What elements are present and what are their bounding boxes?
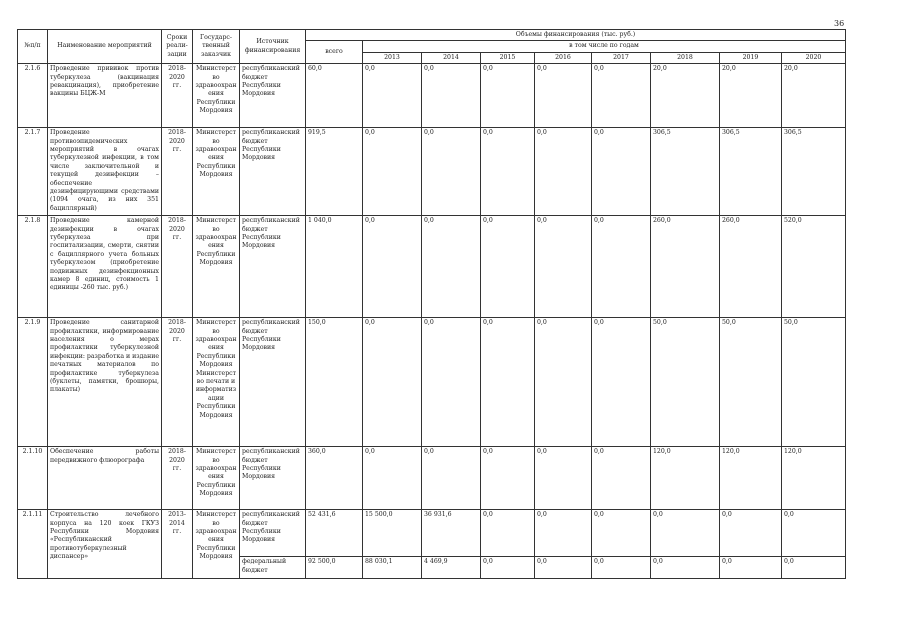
row-period: 2018-2020 гг. xyxy=(162,447,193,510)
row-year-value: 0,0 xyxy=(363,64,422,128)
row-total: 150,0 xyxy=(306,318,363,447)
row-source: республиканский бюджет Республики Мордовия xyxy=(240,447,306,510)
header-year: 2015 xyxy=(481,52,535,63)
row-year-value: 260,0 xyxy=(651,216,720,318)
row-year-value: 0,0 xyxy=(363,216,422,318)
row-year-value: 0,0 xyxy=(363,447,422,510)
row-total: 92 500,0 xyxy=(306,557,363,579)
header-period: Сроки реали-зации xyxy=(162,30,193,64)
row-year-value: 0,0 xyxy=(592,557,651,579)
row-year-value: 0,0 xyxy=(481,128,535,216)
row-year-value: 0,0 xyxy=(481,510,535,557)
row-name: Проведение противоэпидемических мероприятий в очагах туберкулезной инфекции, в том числе заключительной и текущей дезинфекции – обеспечение дезинфицирующими средствами (1094 очага, из них 351 бациллярный) xyxy=(48,128,162,216)
row-num: 2.1.7 xyxy=(18,128,48,216)
row-year-value: 0,0 xyxy=(592,64,651,128)
row-source: республиканский бюджет Республики Мордовия xyxy=(240,510,306,557)
row-year-value: 50,0 xyxy=(651,318,720,447)
row-year-value: 15 500,0 xyxy=(363,510,422,557)
row-total: 919,5 xyxy=(306,128,363,216)
row-year-value: 0,0 xyxy=(422,128,481,216)
row-total: 60,0 xyxy=(306,64,363,128)
row-year-value: 4 469,9 xyxy=(422,557,481,579)
row-year-value: 0,0 xyxy=(592,318,651,447)
row-year-value: 20,0 xyxy=(782,64,846,128)
row-customer: Министерство здравоохранения Республики Мордовия xyxy=(193,128,240,216)
header-num: №п/п xyxy=(18,30,48,64)
row-year-value: 306,5 xyxy=(782,128,846,216)
table-row xyxy=(18,510,846,557)
row-year-value: 120,0 xyxy=(720,447,782,510)
row-customer: Министерство здравоохранения Республики Мордовия xyxy=(193,216,240,318)
row-year-value: 0,0 xyxy=(535,128,592,216)
row-year-value: 20,0 xyxy=(720,64,782,128)
row-year-value: 0,0 xyxy=(481,557,535,579)
row-year-value: 0,0 xyxy=(535,318,592,447)
row-year-value: 0,0 xyxy=(535,510,592,557)
row-year-value: 0,0 xyxy=(363,318,422,447)
table-row xyxy=(18,128,846,216)
row-year-value: 0,0 xyxy=(422,447,481,510)
header-customer: Государс-твенный заказчик xyxy=(193,30,240,64)
header-name: Наименование мероприятий xyxy=(48,30,162,64)
row-num: 2.1.9 xyxy=(18,318,48,447)
row-year-value: 306,5 xyxy=(720,128,782,216)
row-year-value: 0,0 xyxy=(782,510,846,557)
row-customer: Министерство здравоохранения Республики Мордовия xyxy=(193,510,240,579)
row-customer: Министерство здравоохранения Республики Мордовия xyxy=(193,447,240,510)
row-num: 2.1.8 xyxy=(18,216,48,318)
table-row xyxy=(18,318,846,447)
table-row xyxy=(18,64,846,128)
row-year-value: 50,0 xyxy=(720,318,782,447)
row-period: 2013-2014 гг. xyxy=(162,510,193,579)
row-name: Проведение прививок против туберкулеза (вакцинация ревакцинация), приобретение вакцины БЦЖ-М xyxy=(48,64,162,128)
row-year-value: 0,0 xyxy=(481,216,535,318)
row-year-value: 0,0 xyxy=(651,557,720,579)
row-source: республиканский бюджет Республики Мордовия xyxy=(240,64,306,128)
header-year: 2014 xyxy=(422,52,481,63)
row-name: Проведение санитарной профилактики, информирование населения о мерах профилактики туберкулезной инфекции: разработка и издание печатных материалов по профилактике туберкулеза (буклеты, памятки, брошюры, плакаты) xyxy=(48,318,162,447)
header-volume: Объемы финансирования (тыс. руб.) xyxy=(306,30,846,41)
row-year-value: 0,0 xyxy=(422,318,481,447)
financing-table xyxy=(17,29,846,579)
row-source: федеральный бюджет xyxy=(240,557,306,579)
row-total: 1 040,0 xyxy=(306,216,363,318)
row-period: 2018-2020 гг. xyxy=(162,318,193,447)
row-name: Строительство лечебного корпуса на 120 коек ГКУЗ Республики Мордовия «Республиканский противотуберкулезный диспансер» xyxy=(48,510,162,579)
page-number: 36 xyxy=(834,19,845,28)
row-year-value: 0,0 xyxy=(481,447,535,510)
row-year-value: 0,0 xyxy=(592,447,651,510)
row-source: республиканский бюджет Республики Мордовия xyxy=(240,128,306,216)
row-year-value: 0,0 xyxy=(481,64,535,128)
row-num: 2.1.6 xyxy=(18,64,48,128)
row-year-value: 260,0 xyxy=(720,216,782,318)
row-year-value: 520,0 xyxy=(782,216,846,318)
row-year-value: 0,0 xyxy=(720,510,782,557)
row-year-value: 120,0 xyxy=(651,447,720,510)
row-year-value: 0,0 xyxy=(592,510,651,557)
header-source: Источник финансирования xyxy=(240,30,306,64)
row-year-value: 88 030,1 xyxy=(363,557,422,579)
table-row xyxy=(18,447,846,510)
table-row xyxy=(18,216,846,318)
row-num: 2.1.11 xyxy=(18,510,48,579)
header-year: 2017 xyxy=(592,52,651,63)
row-year-value: 0,0 xyxy=(592,216,651,318)
row-year-value: 120,0 xyxy=(782,447,846,510)
header-year: 2016 xyxy=(535,52,592,63)
row-year-value: 0,0 xyxy=(535,64,592,128)
header-year: 2019 xyxy=(720,52,782,63)
row-year-value: 0,0 xyxy=(720,557,782,579)
row-year-value: 0,0 xyxy=(422,216,481,318)
row-year-value: 0,0 xyxy=(651,510,720,557)
row-total: 360,0 xyxy=(306,447,363,510)
header-year: 2020 xyxy=(782,52,846,63)
row-year-value: 20,0 xyxy=(651,64,720,128)
row-period: 2018-2020 гг. xyxy=(162,128,193,216)
row-year-value: 0,0 xyxy=(535,447,592,510)
row-year-value: 0,0 xyxy=(782,557,846,579)
row-name: Проведение камерной дезинфекции в очагах туберкулеза при госпитализации, смерти, снятии с бациллярного учета больных туберкулезом (приобретение подвижных дезинфекционных камер 8 единиц, стоимость 1 единицы -260 тыс. руб.) xyxy=(48,216,162,318)
row-period: 2018-2020 гг. xyxy=(162,64,193,128)
row-year-value: 0,0 xyxy=(422,64,481,128)
header-year: 2013 xyxy=(363,52,422,63)
row-name: Обеспечение работы передвижного флюорографа xyxy=(48,447,162,510)
row-customer: Министерство здравоохранения Республики Мордовия Министерство печати и информатизации Республики Мордовия xyxy=(193,318,240,447)
header-year: 2018 xyxy=(651,52,720,63)
row-year-value: 0,0 xyxy=(535,216,592,318)
row-year-value: 50,0 xyxy=(782,318,846,447)
row-year-value: 0,0 xyxy=(592,128,651,216)
row-year-value: 0,0 xyxy=(535,557,592,579)
row-year-value: 0,0 xyxy=(481,318,535,447)
row-customer: Министерство здравоохранения Республики Мордовия xyxy=(193,64,240,128)
row-year-value: 36 931,6 xyxy=(422,510,481,557)
row-total: 52 431,6 xyxy=(306,510,363,557)
row-year-value: 0,0 xyxy=(363,128,422,216)
row-source: республиканский бюджет Республики Мордовия xyxy=(240,216,306,318)
row-source: республиканский бюджет Республики Мордовия xyxy=(240,318,306,447)
header-total: всего xyxy=(306,41,363,64)
row-period: 2018-2020 гг. xyxy=(162,216,193,318)
row-num: 2.1.10 xyxy=(18,447,48,510)
row-year-value: 306,5 xyxy=(651,128,720,216)
header-incl: в том числе по годам xyxy=(363,41,846,52)
